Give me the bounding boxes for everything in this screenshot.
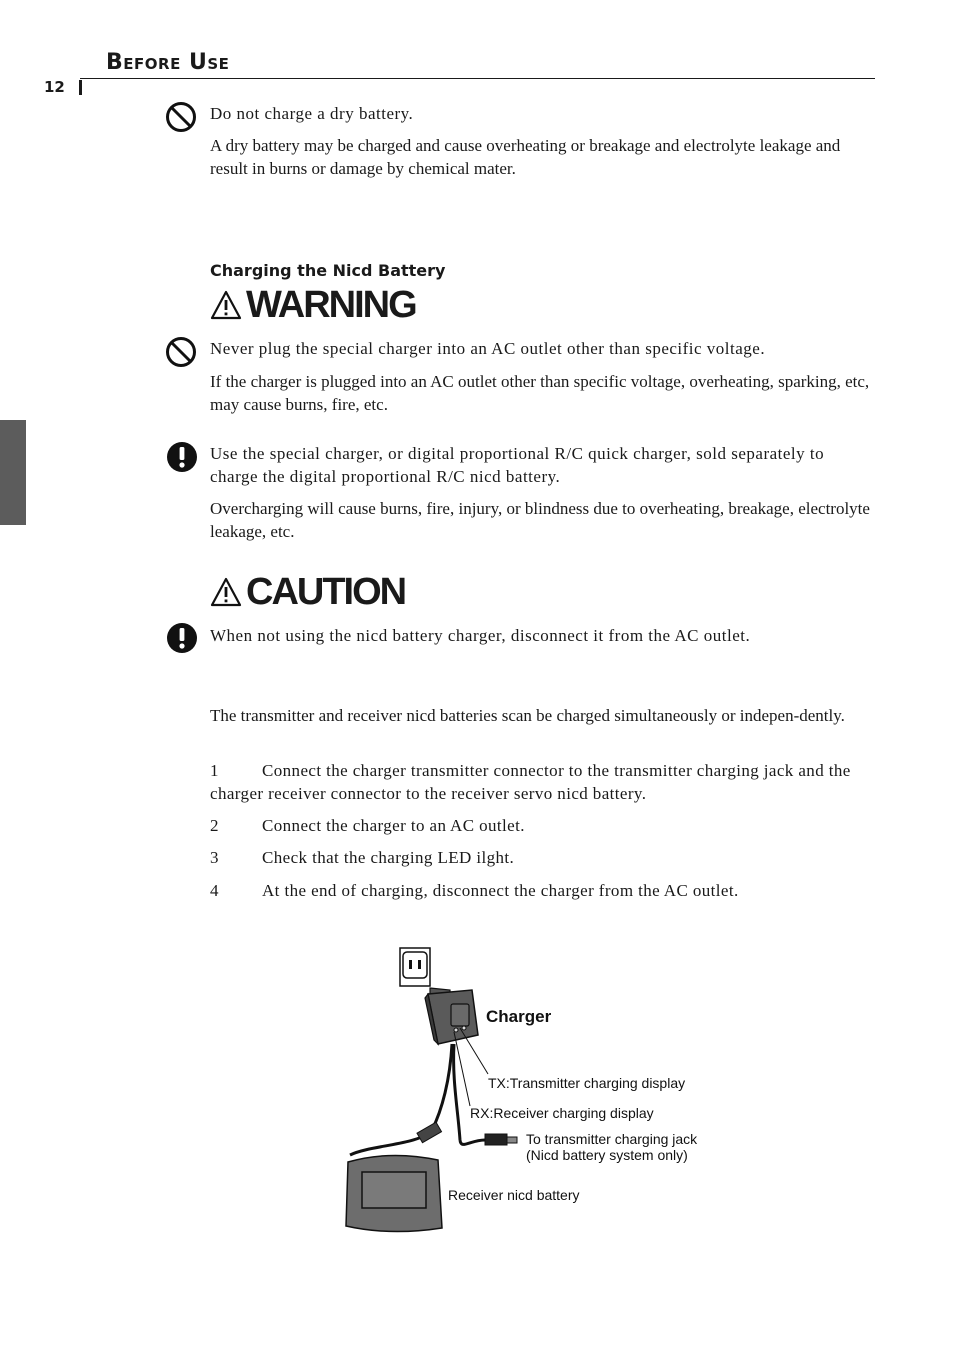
diagram-charger-label: Charger	[486, 1007, 552, 1026]
warning-label: WARNING	[246, 284, 416, 326]
prohibition-icon	[165, 336, 197, 368]
step-number: 3	[210, 848, 219, 867]
step-number: 1	[210, 761, 219, 780]
receiver-battery-illustration	[346, 1155, 442, 1231]
prohibition-icon	[165, 101, 197, 133]
mandatory-exclamation-icon	[166, 441, 198, 473]
charger-illustration	[425, 988, 478, 1044]
diagram-jack-label-line1: To transmitter charging jack	[526, 1131, 698, 1147]
chapter-thumb-tab	[0, 420, 26, 525]
warning-triangle-icon	[210, 577, 242, 607]
warning-item-1-lead: Never plug the special charger into an AC outlet other than specific voltage.	[210, 339, 766, 358]
caution-item-lead: When not using the nicd battery charger, disconnect it from the AC outlet.	[210, 626, 751, 645]
caution-banner	[210, 572, 405, 612]
page-number-tick	[79, 80, 82, 95]
caution-label: CAUTION	[246, 571, 406, 613]
section-title: Before Use	[106, 50, 230, 75]
diagram-jack-label-line2: (Nicd battery system only)	[526, 1147, 688, 1163]
dry-battery-lead: Do not charge a dry battery.	[210, 104, 414, 123]
step-item	[210, 880, 870, 903]
warning-triangle-icon	[210, 290, 242, 320]
step-item	[210, 815, 870, 838]
page-number: 12	[44, 78, 65, 96]
diagram-tx-label: TX:Transmitter charging display	[488, 1075, 686, 1091]
header-rule	[80, 78, 875, 79]
warning-item-2-detail: Overcharging will cause burns, fire, injury, or blindness due to overheating, breakage, electrolyte leakage, etc.	[210, 499, 870, 541]
mandatory-exclamation-icon	[166, 622, 198, 654]
warning-item-1-detail: If the charger is plugged into an AC outlet other than specific voltage, overheating, sparking, etc, may cause burns, fire, etc.	[210, 372, 870, 414]
step-number: 2	[210, 816, 219, 835]
step-text: Connect the charger to an AC outlet.	[262, 816, 525, 835]
step-text: At the end of charging, disconnect the charger from the AC outlet.	[262, 881, 739, 900]
step-number: 4	[210, 881, 219, 900]
diagram-rx-label: RX:Receiver charging display	[470, 1105, 654, 1121]
diagram-battery-label: Receiver nicd battery	[448, 1187, 580, 1203]
warning-banner	[210, 285, 416, 325]
step-item	[210, 847, 870, 870]
wall-outlet-illustration	[400, 948, 430, 986]
step-item	[210, 760, 870, 805]
step-text: Connect the charger transmitter connector to the transmitter charging jack and the charger receiver connector to the receiver servo nicd battery.	[210, 761, 851, 803]
warning-item-2-lead: Use the special charger, or digital proportional R/C quick charger, sold separately to charge the digital proportional R/C nicd battery.	[210, 444, 825, 486]
charger-connection-diagram	[330, 940, 750, 1240]
charging-intro: The transmitter and receiver nicd batteries scan be charged simultaneously or indepen-dently.	[210, 706, 845, 725]
step-text: Check that the charging LED ilght.	[262, 848, 515, 867]
dry-battery-detail: A dry battery may be charged and cause overheating or breakage and electrolyte leakage and result in burns or damage by chemical mater.	[210, 136, 841, 178]
section-heading: Charging the Nicd Battery	[210, 261, 446, 280]
